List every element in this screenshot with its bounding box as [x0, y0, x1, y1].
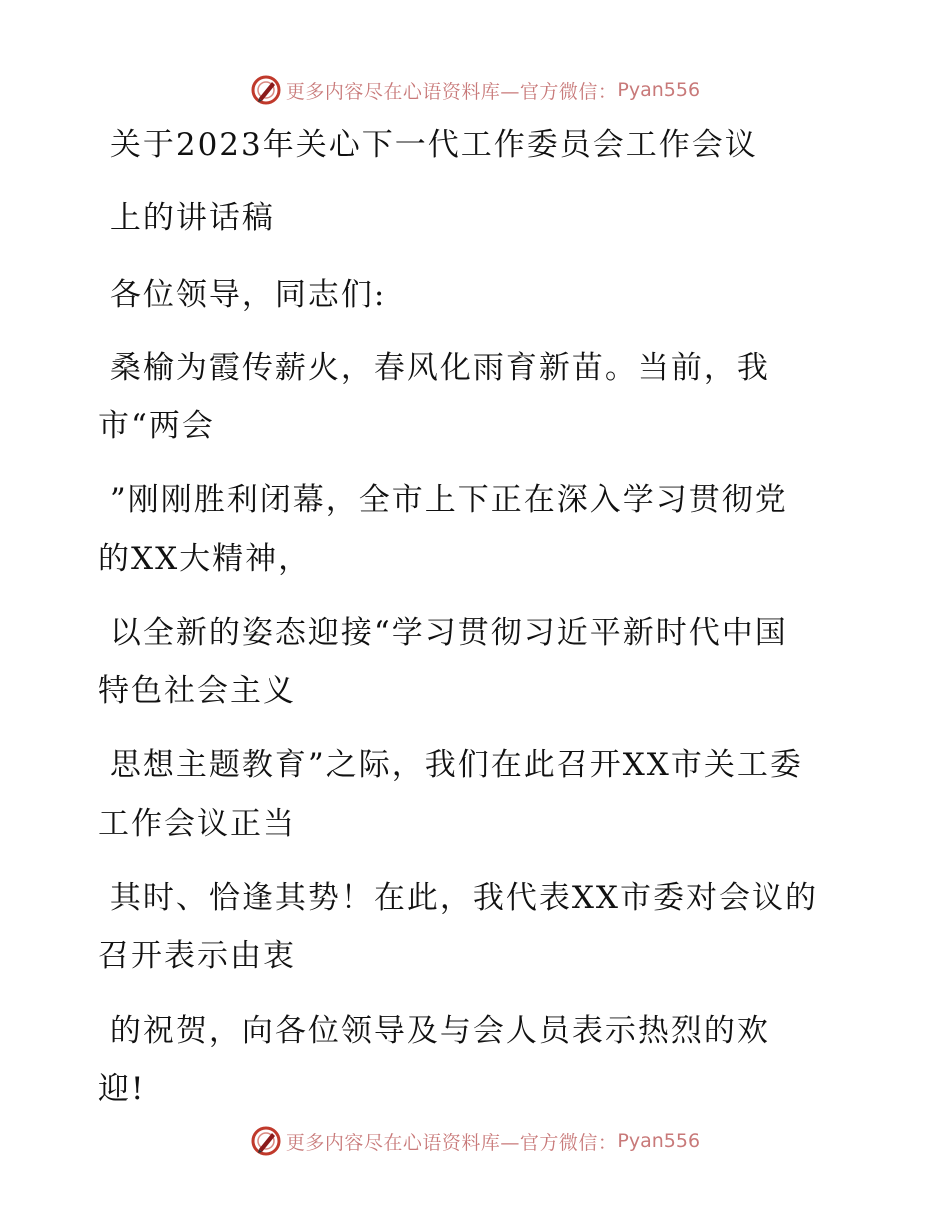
body-line: 以全新的姿态迎接“学习贯彻习近平新时代中国: [98, 615, 788, 651]
pen-logo-icon: [250, 74, 282, 106]
body-line: 市“两会: [98, 408, 215, 444]
watermark-text: 更多内容尽在心语资料库—官方微信：: [285, 80, 618, 103]
body-line: 思想主题教育”之际，我们在此召开XX市关工委: [98, 747, 803, 783]
body-line: 迎!: [98, 1071, 146, 1107]
body-line: 其时、恰逢其势！在此，我代表XX市委对会议的: [98, 880, 818, 916]
watermark-header: [0, 70, 950, 110]
body-line: 特色社会主义: [98, 673, 296, 709]
body-line: 的祝贺，向各位领导及与会人员表示热烈的欢: [98, 1013, 770, 1049]
body-line: 工作会议正当: [98, 806, 296, 842]
body-line: 召开表示由衷: [98, 938, 296, 974]
document-title-line-1: 关于2023年关心下一代工作委员会工作会议: [98, 127, 758, 163]
salutation: 各位领导，同志们:: [98, 277, 387, 313]
watermark-wechat-id: Pyan556: [617, 79, 701, 101]
watermark-wechat-id: Pyan556: [617, 1130, 701, 1152]
document-title-line-2: 上的讲话稿: [98, 200, 275, 236]
watermark-text: 更多内容尽在心语资料库—官方微信：: [285, 1131, 618, 1154]
pen-logo-icon: [250, 1125, 282, 1157]
body-line: 桑榆为霞传薪火，春风化雨育新苗。当前，我: [98, 350, 770, 386]
body-line: ”刚刚胜利闭幕，全市上下正在深入学习贯彻党: [98, 482, 788, 518]
body-line: 的XX大精神，: [98, 541, 312, 577]
watermark-footer: [0, 1121, 950, 1161]
